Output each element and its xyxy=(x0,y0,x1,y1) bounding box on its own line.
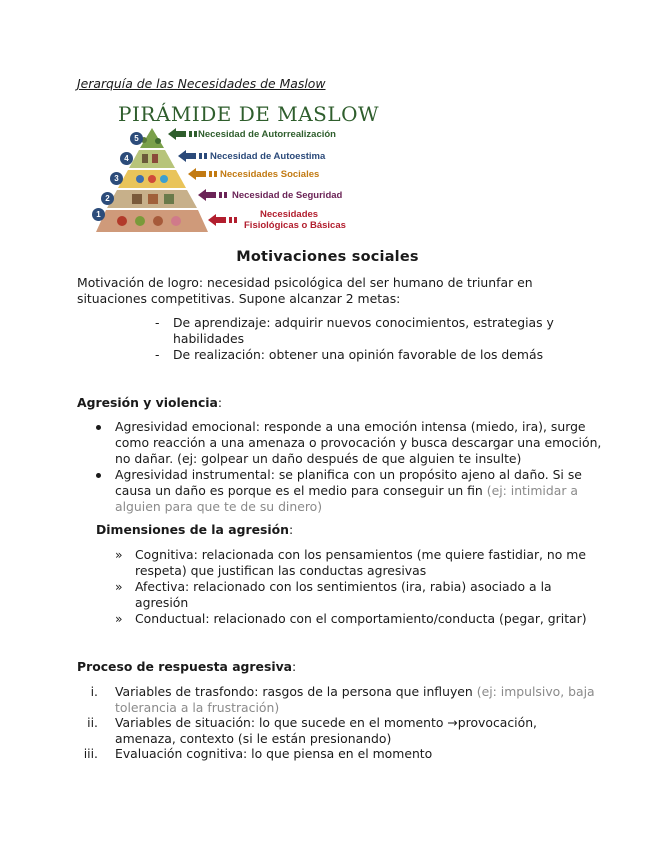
arrow-left-icon xyxy=(178,150,208,162)
guillemet-marker: » xyxy=(115,611,123,626)
arrow-left-icon xyxy=(188,168,218,180)
guillemet-marker: » xyxy=(115,547,123,562)
arrow-left-icon xyxy=(198,189,228,201)
section-title-dimensiones: Dimensiones de la agresión: xyxy=(96,522,294,537)
motivaciones-item1-line2: habilidades xyxy=(173,331,245,346)
pyramid-level-5-number: 5 xyxy=(130,132,143,145)
dash-marker: - xyxy=(155,315,160,330)
pyramid-level-3-label: Necesidades Sociales xyxy=(220,169,320,180)
dash-marker: - xyxy=(155,347,160,362)
motivaciones-intro-line1: Motivación de logro: necesidad psicológica del ser humano de triunfar en xyxy=(77,275,533,290)
arrow-left-icon xyxy=(168,128,198,140)
pyramid-level-3-number: 3 xyxy=(110,172,123,185)
agresion-b1-line1: Agresividad emocional: responde a una emoción intensa (miedo, ira), surge xyxy=(115,419,586,434)
pyramid-level-4-label: Necesidad de Autoestima xyxy=(210,151,326,162)
bullet-marker xyxy=(96,473,101,478)
pyramid-level-2-label: Necesidad de Seguridad xyxy=(232,190,343,201)
roman-numeral: i. xyxy=(90,684,98,699)
document-heading: Jerarquía de las Necesidades de Maslow xyxy=(77,76,326,91)
motivaciones-intro-line2: situaciones competitivas. Supone alcanzar 2 metas: xyxy=(77,291,401,306)
motivaciones-item1-line1: De aprendizaje: adquirir nuevos conocimientos, estrategias y xyxy=(173,315,554,330)
proceso-item2-line1: Variables de situación: lo que sucede en el momento →provocación, xyxy=(115,715,537,730)
pyramid-title: PIRÁMIDE DE MASLOW xyxy=(118,102,380,126)
pyramid-level-1-label-line2: Fisiológicas o Básicas xyxy=(244,220,346,231)
dimensiones-d2-line2: agresión xyxy=(135,595,189,610)
proceso-item1-line2: tolerancia a la frustración) xyxy=(115,700,280,715)
roman-numeral: iii. xyxy=(83,746,98,761)
agresion-b1-line3: no dañar. (ej: golpear un daño después de que alguien te insulte) xyxy=(115,451,522,466)
pyramid-level-1-label-line1: Necesidades xyxy=(260,209,319,220)
section-title-motivaciones: Motivaciones sociales xyxy=(236,249,419,265)
pyramid-level-5-label: Necesidad de Autorrealización xyxy=(198,129,336,140)
dimensiones-d1-line1: Cognitiva: relacionada con los pensamientos (me quiere fastidiar, no me xyxy=(135,547,586,562)
dimensiones-d2-line1: Afectiva: relacionado con los sentimientos (ira, rabia) asociado a la xyxy=(135,579,552,594)
agresion-b2-line3: alguien para que te de su dinero) xyxy=(115,499,323,514)
section-title-proceso: Proceso de respuesta agresiva: xyxy=(77,659,297,674)
arrow-left-icon xyxy=(208,214,238,226)
section-title-agresion: Agresión y violencia: xyxy=(77,395,223,410)
agresion-b2-line1: Agresividad instrumental: se planifica con un propósito ajeno al daño. Si se xyxy=(115,467,582,482)
maslow-pyramid-figure xyxy=(92,100,380,238)
pyramid-level-2-number: 2 xyxy=(101,192,114,205)
bullet-marker xyxy=(96,425,101,430)
agresion-b1-line2: como reacción a una amenaza o provocación y busca descargar una emoción, xyxy=(115,435,602,450)
proceso-item1-line1: Variables de trasfondo: rasgos de la persona que influyen (ej: impulsivo, baja xyxy=(115,684,595,699)
agresion-b2-line2: causa un daño es porque es el medio para conseguir un fin (ej: intimidar a xyxy=(115,483,578,498)
motivaciones-item2: De realización: obtener una opinión favorable de los demás xyxy=(173,347,544,362)
proceso-item2-line2: amenaza, contexto (si le están presionando) xyxy=(115,731,392,746)
guillemet-marker: » xyxy=(115,579,123,594)
pyramid-level-1-number: 1 xyxy=(92,208,105,221)
pyramid-level-4-number: 4 xyxy=(120,152,133,165)
dimensiones-d3: Conductual: relacionado con el comportamiento/conducta (pegar, gritar) xyxy=(135,611,587,626)
proceso-item3-line1: Evaluación cognitiva: lo que piensa en el momento xyxy=(115,746,433,761)
roman-numeral: ii. xyxy=(87,715,98,730)
dimensiones-d1-line2: respeta) que justifican las conductas agresivas xyxy=(135,563,427,578)
